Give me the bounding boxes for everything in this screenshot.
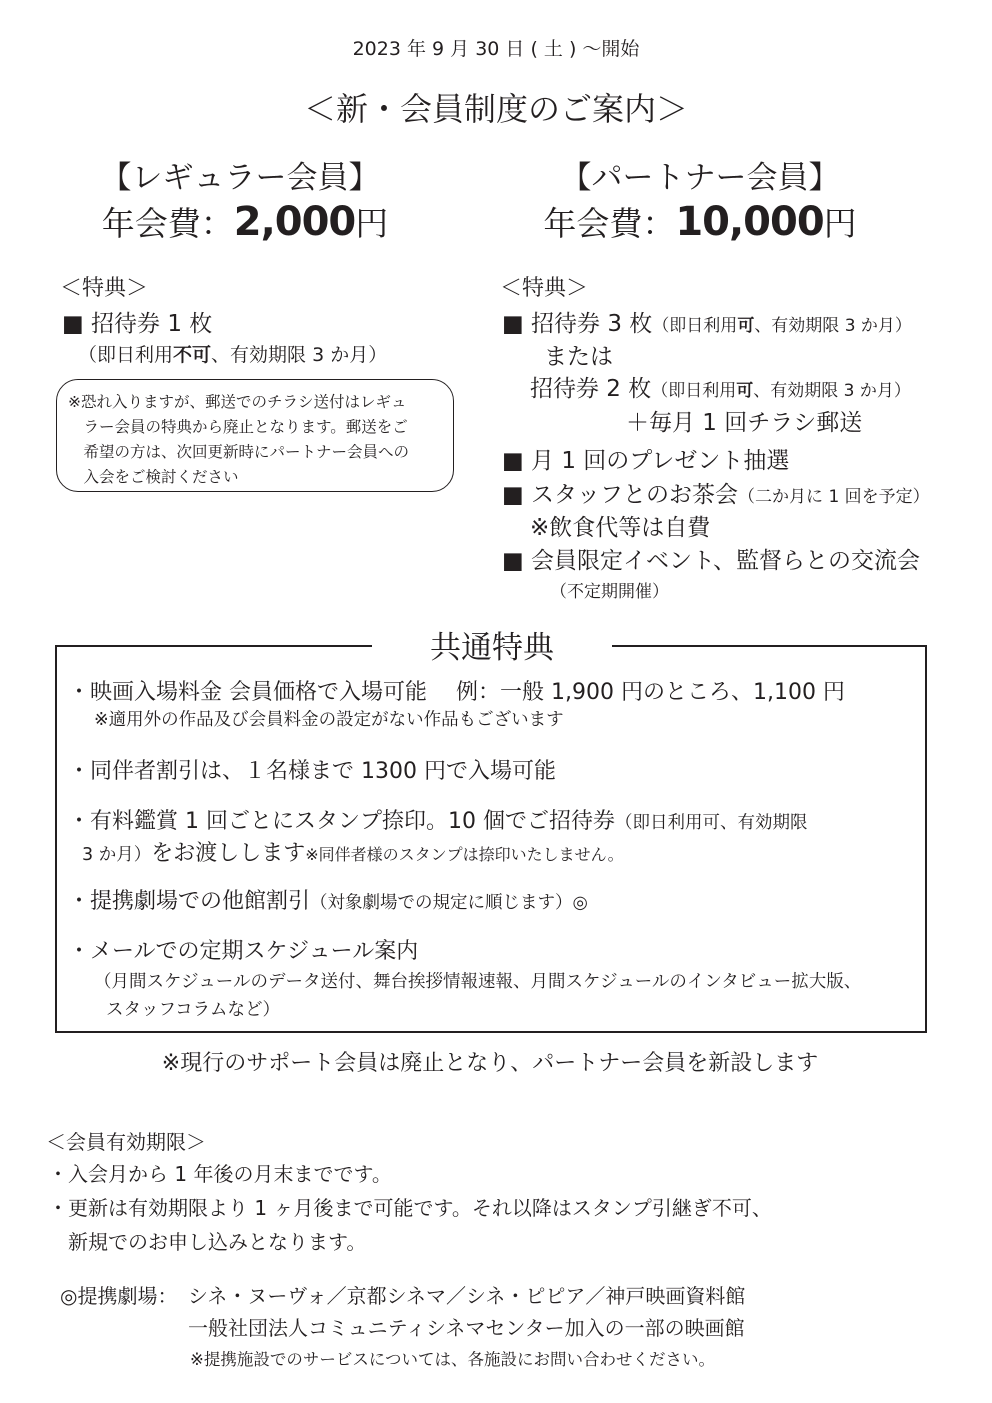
- partner-theaters-line-2: 一般社団法人コミュニティシネマセンター加入の一部の映画館: [188, 1316, 745, 1340]
- notice-line: 入会をご検討ください: [68, 468, 239, 486]
- common-item-admission-note: ※適用外の作品及び会員料金の設定がない作品もございます: [94, 710, 564, 730]
- partner-alt-main: 招待券 2 枚: [530, 376, 652, 402]
- notice-line: ※恐れ入りますが、郵送でのチラシ送付はレギュ: [68, 393, 407, 411]
- partner-fee-unit: 円: [823, 204, 857, 243]
- regular-mail-notice: [56, 379, 454, 492]
- partner-benefit-lottery: ■ 月 1 回のプレゼント抽選: [502, 448, 790, 474]
- partner-tea-detail: （二か月に 1 回を予定）: [738, 487, 930, 507]
- notice-line: ラー会員の特典から廃止となります。郵送をご: [68, 418, 408, 436]
- partner-ticket-detail-b: 、有効期限 3 か月）: [754, 316, 912, 336]
- regular-detail-bold: 不可: [173, 344, 212, 366]
- validity-line-2: ・更新は有効期限より 1 ヶ月後まで可能です。それ以降はスタンプ引継ぎ不可、: [48, 1196, 772, 1220]
- regular-plan-name: 【レギュラー会員】: [100, 160, 380, 196]
- regular-benefit-ticket: ■ 招待券 1 枚: [62, 311, 213, 337]
- partner-tea-main: ■ スタッフとのお茶会: [502, 482, 739, 508]
- discount-detail: （対象劇場での規定に順じます）◎: [310, 893, 588, 913]
- partner-or: または: [544, 344, 613, 370]
- regular-detail-text-b: 、有効期限 3 か月）: [211, 344, 388, 366]
- partner-alt-detail-a: （即日利用: [651, 381, 737, 401]
- partner-event-detail: （不定期開催）: [550, 582, 669, 602]
- stamp-line2-main: をお渡しします: [151, 841, 306, 866]
- validity-heading: ＜会員有効期限＞: [46, 1130, 206, 1154]
- common-item-partner-discount: [68, 884, 588, 915]
- partner-benefits-heading: ＜特典＞: [500, 276, 589, 301]
- common-item-stamp: [68, 804, 807, 835]
- discount-main: ・提携劇場での他館割引: [68, 889, 311, 914]
- partner-fee-amount: 10,000: [675, 199, 824, 245]
- stamp-line2-note: ※同伴者様のスタンプは捺印いたしません。: [305, 845, 624, 864]
- regular-detail-text-a: （即日利用: [78, 344, 174, 366]
- partner-ticket-main: ■ 招待券 3 枚: [502, 311, 653, 337]
- validity-line-3: 新規でのお申し込みとなります。: [68, 1230, 367, 1254]
- partner-benefit-event: ■ 会員限定イベント、監督らとの交流会: [502, 548, 920, 574]
- regular-benefits-heading: ＜特典＞: [60, 276, 149, 301]
- partner-ticket-detail-a: （即日利用: [652, 316, 738, 336]
- common-item-schedule-detail-1: （月間スケジュールのデータ送付、舞台挨拶情報速報、月間スケジュールのインタビュー拡大版、: [94, 972, 862, 992]
- page-title: ＜新・会員制度のご案内＞: [303, 90, 688, 128]
- partner-plan-name: 【パートナー会員】: [560, 160, 840, 196]
- partner-tea-note: ※飲食代等は自費: [530, 515, 711, 541]
- partner-theaters-label: ◎提携劇場：: [60, 1284, 178, 1308]
- common-item-schedule-detail-2: スタッフコラムなど）: [106, 1000, 280, 1020]
- partner-benefit-tea-party: [502, 476, 930, 509]
- regular-fee-amount: 2,000: [233, 199, 356, 245]
- common-item-stamp-line2: [82, 836, 624, 867]
- regular-fee-unit: 円: [355, 204, 389, 243]
- regular-fee: [70, 198, 420, 245]
- partner-fee-label: 年会費：: [543, 204, 676, 243]
- partner-alt-detail-bold: 可: [736, 381, 754, 401]
- stamp-line2-detail: 3 か月）: [82, 845, 152, 865]
- partner-flyer-mail: ＋毎月 1 回チラシ郵送: [626, 410, 863, 436]
- common-item-companion: ・同伴者割引は、１名様まで 1300 円で入場可能: [68, 759, 556, 784]
- regular-benefit-ticket-detail: [78, 340, 387, 367]
- validity-line-1: ・入会月から 1 年後の月末までです。: [48, 1162, 392, 1186]
- partner-benefit-ticket-alt: [530, 370, 911, 403]
- regular-fee-label: 年会費：: [101, 204, 234, 243]
- partner-fee: [520, 198, 880, 245]
- common-item-schedule-mail: ・メールでの定期スケジュール案内: [68, 939, 419, 964]
- partner-ticket-detail-bold: 可: [737, 316, 755, 336]
- notice-line: 希望の方は、次回更新時にパートナー会員への: [68, 443, 410, 461]
- partner-theaters-note: ※提携施設でのサービスについては、各施設にお問い合わせください。: [190, 1350, 715, 1369]
- start-date: 2023 年 9 月 30 日 ( 土 ) ～開始: [352, 38, 640, 60]
- common-item-admission: ・映画入場料金 会員価格で入場可能 例：一般 1,900 円のところ、1,100 円: [68, 680, 845, 705]
- stamp-detail: （即日利用可、有効期限: [614, 813, 808, 833]
- partner-alt-detail-b: 、有効期限 3 か月）: [753, 381, 911, 401]
- stamp-main: ・有料鑑賞 1 回ごとにスタンプ捺印。10 個でご招待券: [68, 809, 615, 834]
- common-benefits-heading: 共通特典: [372, 622, 612, 664]
- support-member-note: ※現行のサポート会員は廃止となり、パートナー会員を新設します: [161, 1051, 819, 1076]
- partner-theaters-line-1: シネ・ヌーヴォ／京都シネマ／シネ・ピピア／神戸映画資料館: [188, 1284, 746, 1308]
- partner-benefit-ticket: [502, 305, 912, 338]
